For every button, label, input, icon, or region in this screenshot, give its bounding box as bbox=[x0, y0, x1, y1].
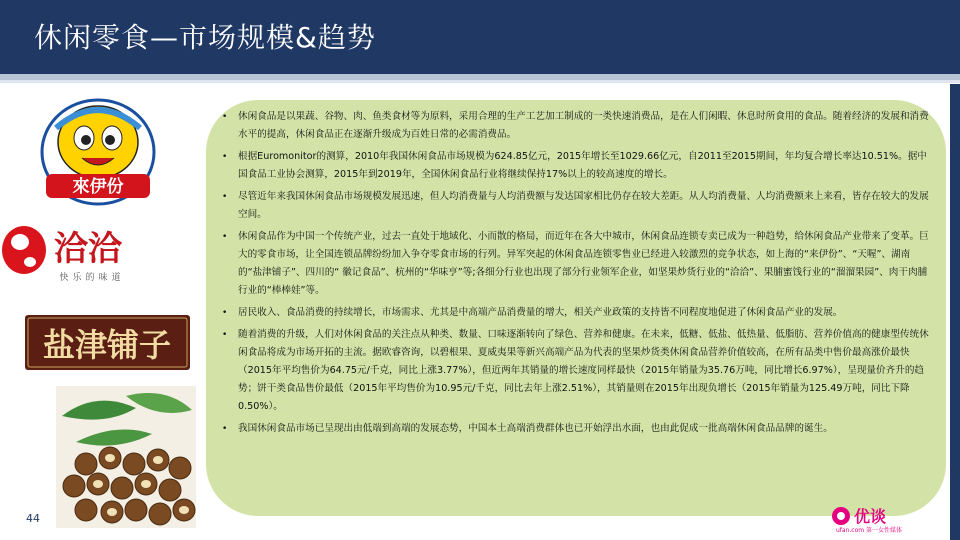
qiaqia-logo bbox=[0, 222, 142, 286]
bullet-dot-icon: • bbox=[222, 152, 228, 162]
page-number: 44 bbox=[26, 512, 40, 525]
nuts-photo bbox=[56, 386, 196, 528]
bullet-dot-icon: • bbox=[222, 330, 228, 340]
laiyifen-wordmark: 來伊份 bbox=[72, 177, 124, 197]
bullet-list bbox=[208, 108, 930, 442]
header-stripe-light bbox=[0, 80, 960, 83]
bullet-item: • 居民收入、食品消费的持续增长，市场需求、尤其是中高端产品消费量的增大，相关产业政策的支持皆不同程度地促进了休闲食品产业的发展。 bbox=[208, 304, 930, 322]
bullet-item: • 根据Euromonitor的测算，2010年我国休闲食品市场规模为624.85亿元，2015年增长至1029.66亿元，自2011至2015期间，年均复合增长率达10.51%。据中国食品工业协会测算，2015年到2019年，全国休闲食品行业将继续保持17%以上的较高速度的增长。 bbox=[208, 148, 930, 184]
qiaqia-wordmark: 洽洽 bbox=[54, 229, 122, 269]
page-title: 休闲零食—市场规模&趋势 bbox=[34, 21, 376, 54]
bullet-item: • 休闲食品作为中国一个传统产业，过去一直处于地域化、小而散的格局，而近年在各大中城市，休闲食品连锁专卖已成为一种趋势，给休闲食品产业带来了变革。巨大的零食市场，让全国连锁品牌纷纷加入争夺零食市场的行列。异军突起的休闲食品连锁零售业已经进入较激烈的竞争状态，如上海的“来伊份”、“天喔”、湖南的“盐津铺子”、四川的“ 徽记食品”、杭州的“华味亨”等;各细分行业也出现了部分行业领军企业，如坚果炒货行业的“洽洽”、果脯蜜饯行业的“溜溜果园”、肉干肉脯行业的“棒棒娃”等。 bbox=[208, 228, 930, 300]
bullet-dot-icon: • bbox=[222, 308, 228, 318]
bullet-dot-icon: • bbox=[222, 232, 228, 242]
bullet-item: • 我国休闲食品市场已呈现出由低端到高端的发展态势，中国本土高端消费群体也已开始浮出水面，也由此促成一批高端休闲食品品牌的诞生。 bbox=[208, 420, 930, 438]
qiaqia-slogan: 快乐的味道 bbox=[59, 273, 125, 283]
yanjin-logo bbox=[25, 315, 190, 370]
youtan-brand-logo bbox=[830, 504, 942, 534]
bullet-item: • 尽管近年来我国休闲食品市场规模发展迅速，但人均消费量与人均消费额与发达国家相比仍存在较大差距。从人均消费量、人均消费额来上来看，皆存在较大的发展空间。 bbox=[208, 188, 930, 224]
bullet-dot-icon: • bbox=[222, 424, 228, 434]
laiyifen-logo bbox=[38, 98, 156, 206]
yanjin-wordmark: 盐津铺子 bbox=[42, 326, 172, 364]
brand-name: 优谈 bbox=[854, 507, 887, 526]
right-edge-bar bbox=[950, 84, 960, 540]
bullet-dot-icon: • bbox=[222, 192, 228, 202]
bullet-item: • 休闲食品是以果蔬、谷物、肉、鱼类食材等为原料，采用合理的生产工艺加工制成的一类快速消费品，是在人们闲暇、休息时所食用的食品。随着经济的发展和消费水平的提高，休闲食品正在逐渐升级成为百姓日常的必需消费品。 bbox=[208, 108, 930, 144]
brand-subtitle: ufan.com 第一女性媒体 bbox=[836, 527, 903, 534]
bullet-dot-icon: • bbox=[222, 112, 228, 122]
bullet-item: • 随着消费的升级，人们对休闲食品的关注点从种类、数量、口味逐渐转向了绿色、营养和健康。在未来，低糖、低盐、低热量、低脂肪、营养价值高的健康型传统休闲食品将成为市场开拓的主流。据欧睿咨询，以碧根果、夏威夷果等新兴高端产品为代表的坚果炒货类休闲食品营养价值较高，在所有品类中售价最高涨价最快（2015年平均售价为64.75元/千克，同比上涨3.77%），但近两年其销量的增长速度同样最快（2015年销量为35.76万吨，同比增长6.97%），呈现量价齐升的趋势；饼干类食品售价最低（2015年平均售价为10.95元/千克，同比去年上涨2.51%），其销量则在2015年出现负增长（2015年销量为125.49万吨，同比下降0.50%）。 bbox=[208, 326, 930, 416]
